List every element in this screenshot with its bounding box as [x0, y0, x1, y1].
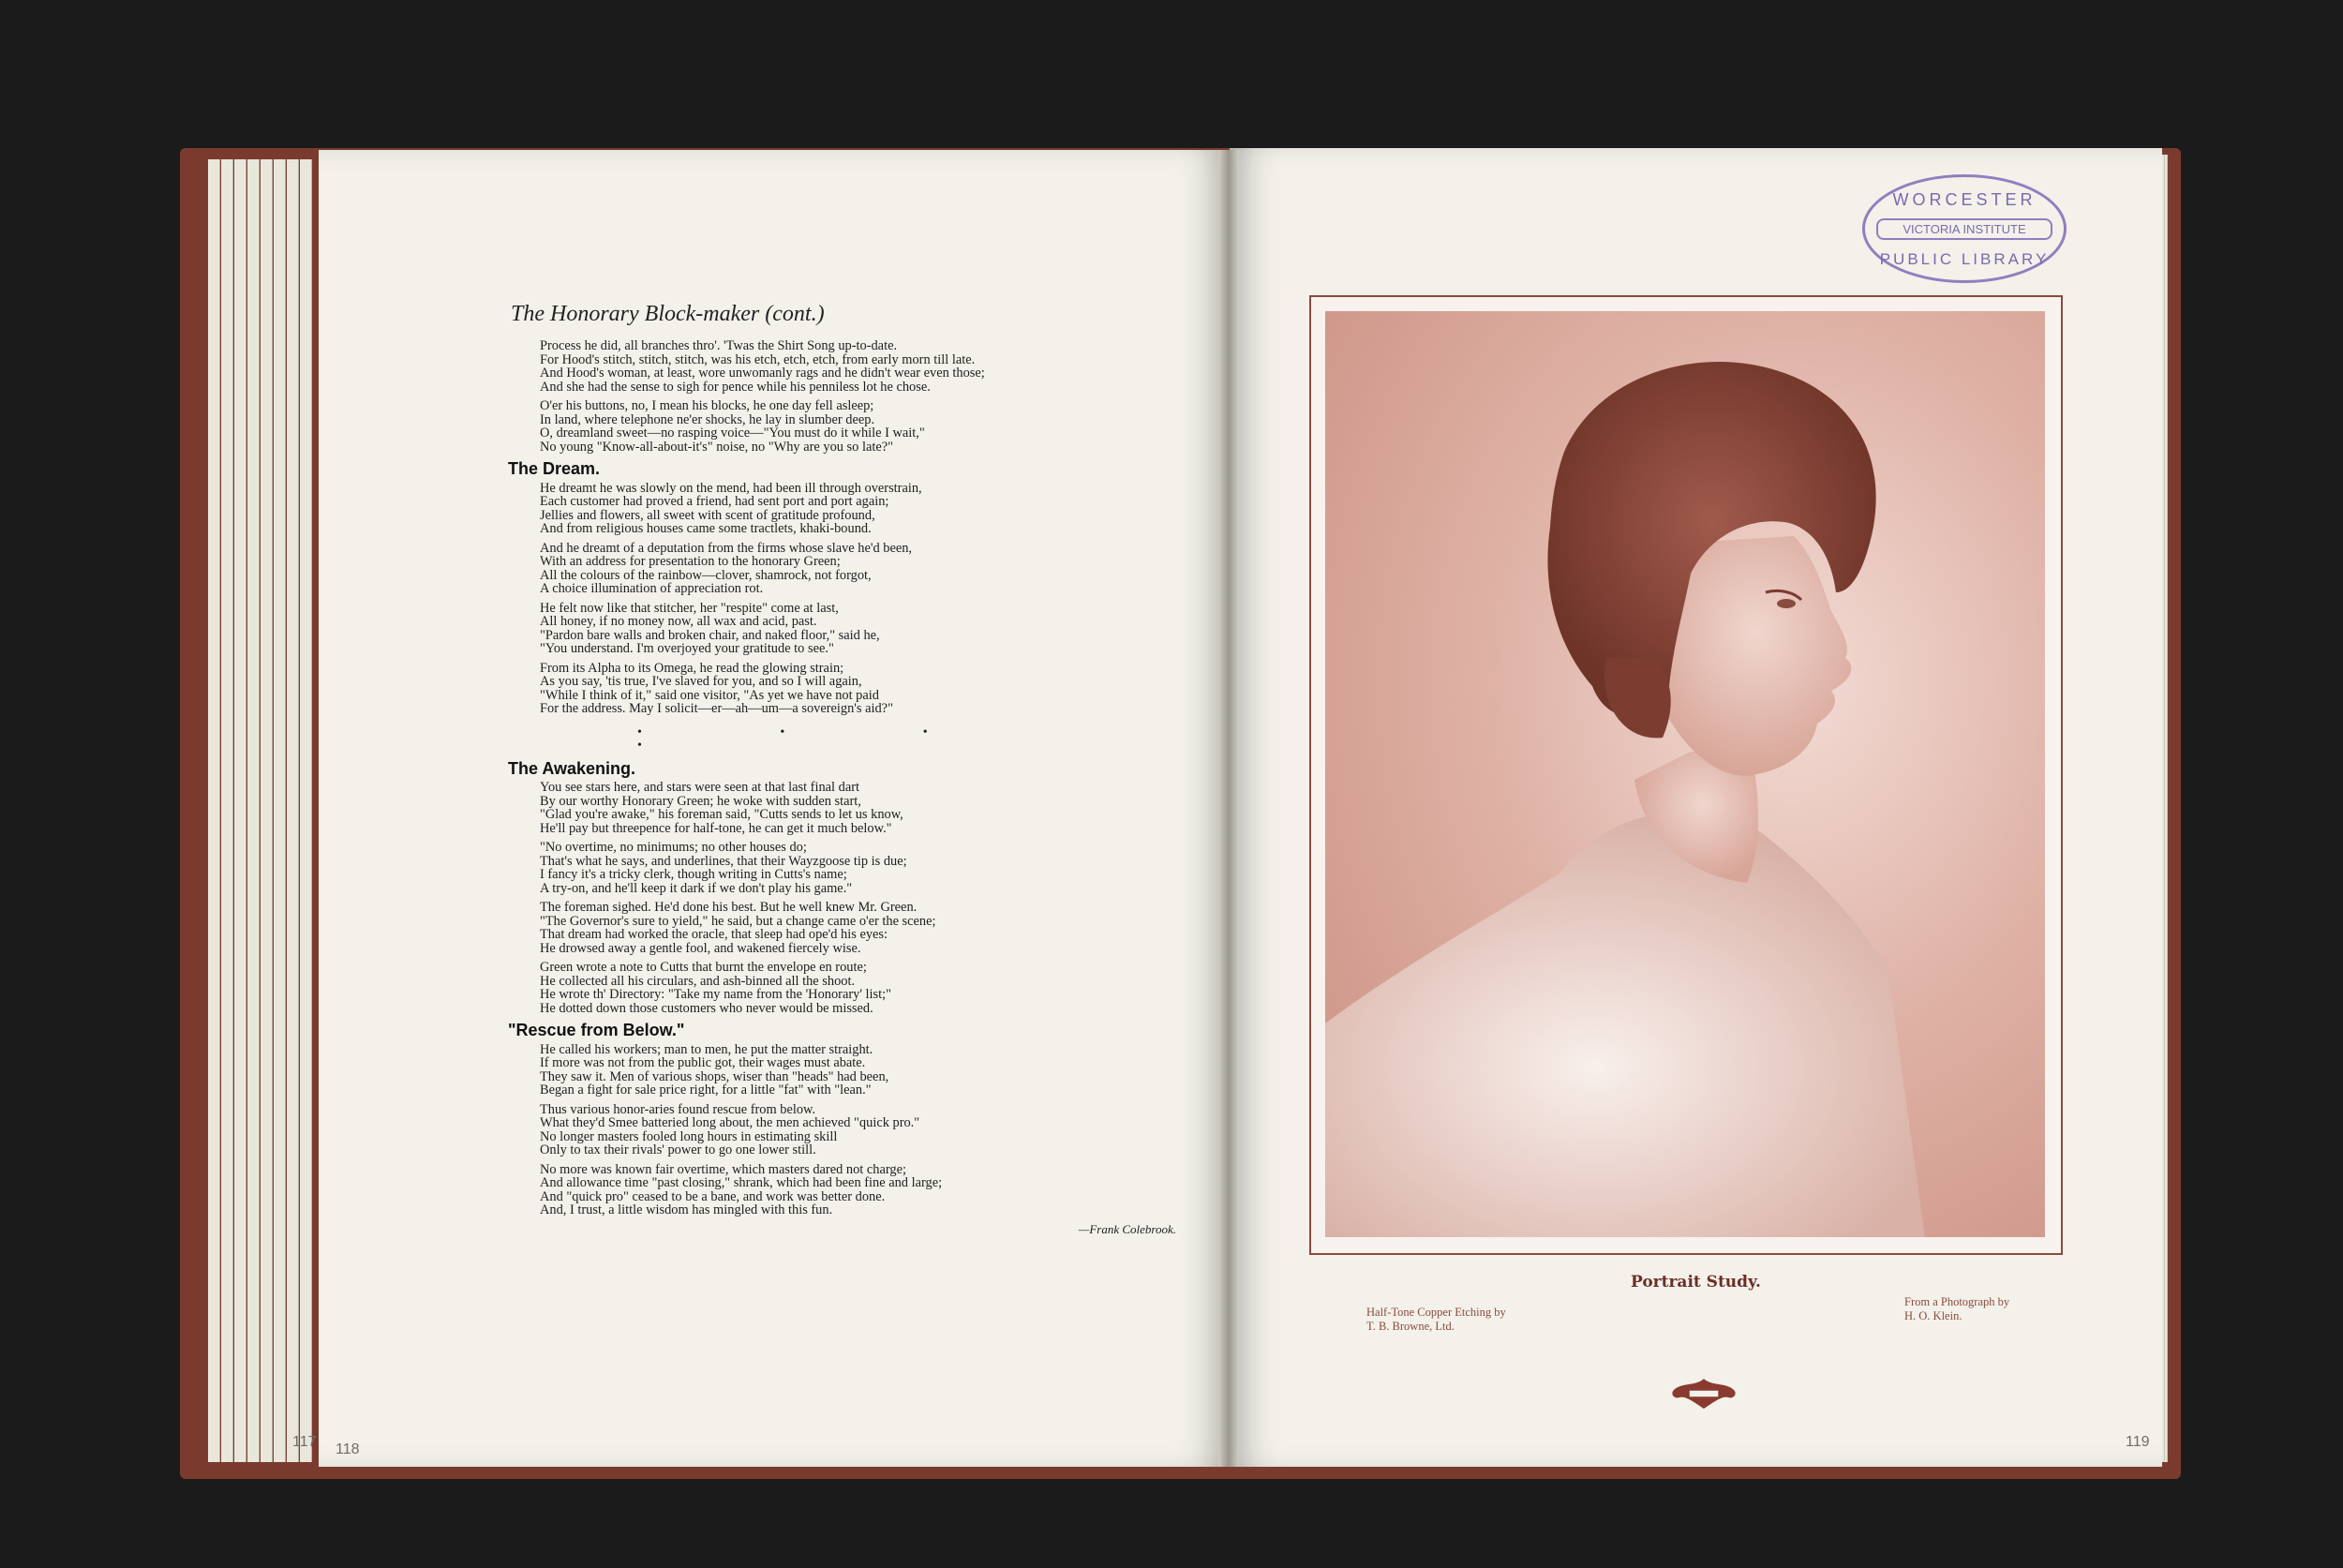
verse-line: And he dreamt of a deputation from the firms whose slave he'd been,	[540, 540, 913, 556]
verse-line: He dreamt he was slowly on the mend, had been ill through overstrain,	[540, 480, 922, 496]
verse-line: All honey, if no money now, all wax and acid, past.	[540, 614, 817, 629]
ornament-icon	[1668, 1375, 1739, 1412]
poem-text	[506, 338, 1176, 1236]
stanza	[540, 901, 1115, 955]
verse-line: What they'd Smee batteried long about, the men achieved "quick pro."	[540, 1115, 920, 1130]
verse-line: With an address for presentation to the honorary Green;	[540, 554, 841, 569]
stanza	[540, 1163, 1115, 1217]
verse-line: I fancy it's a tricky clerk, though writing in Cutts's name;	[540, 867, 847, 882]
verse-line: No more was known fair overtime, which masters dared not charge;	[540, 1161, 906, 1177]
etching-credit	[1366, 1306, 1506, 1334]
verse-line: "The Governor's sure to yield," he said, but a change came o'er the scene;	[540, 913, 936, 929]
page-stack-left	[247, 159, 260, 1462]
verse-line: They saw it. Men of various shops, wiser than "heads" had been,	[540, 1068, 889, 1084]
photograph-credit	[1904, 1295, 2009, 1323]
verse-line: Thus various honor-aries found rescue from below.	[540, 1101, 816, 1117]
verse-line: And she had the sense to sigh for pence while his penniless lot he chose.	[540, 379, 931, 395]
page-stack-left	[221, 159, 233, 1462]
stamp-middle-text: VICTORIA INSTITUTE	[1876, 218, 2052, 240]
verse-line: No longer masters fooled long hours in estimating skill	[540, 1128, 838, 1144]
stanza	[540, 482, 1115, 536]
page-stack-left	[300, 159, 312, 1462]
stanza	[540, 339, 1115, 394]
stamp-top-text: WORCESTER	[1892, 190, 2037, 209]
verse-line: And, I trust, a little wisdom has mingled with this fun.	[540, 1202, 833, 1217]
verse-line: By our worthy Honorary Green; he woke with sudden start,	[540, 793, 861, 809]
verse-line: Began a fight for sale price right, for a little "fat" with "lean."	[540, 1083, 872, 1098]
verse-line: Green wrote a note to Cutts that burnt the envelope en route;	[540, 960, 867, 975]
verse-line: If more was not from the public got, their wages must abate.	[540, 1055, 866, 1070]
verse-line: "Pardon bare walls and broken chair, and naked floor," said he,	[540, 627, 880, 643]
verse-line: Process he did, all branches thro'. 'Twas the Shirt Song up-to-date.	[540, 338, 898, 353]
verse-line: "While I think of it," said one visitor, "As yet we have not paid	[540, 687, 879, 703]
page-stack-left	[287, 159, 299, 1462]
verse-line: For Hood's stitch, stitch, stitch, was his etch, etch, etch, from early morn till late.	[540, 351, 976, 367]
verse-line: And "quick pro" ceased to be a bane, and work was better done.	[540, 1188, 886, 1204]
verse-line: You see stars here, and stars were seen at that last final dart	[540, 780, 860, 795]
credit-line: Half-Tone Copper Etching by	[1366, 1306, 1506, 1319]
credit-line: T. B. Browne, Ltd.	[1366, 1320, 1455, 1333]
verse-line: Only to tax their rivals' power to go one lower still.	[540, 1142, 816, 1157]
verse-line: He collected all his circulars, and ash-binned all the shoot.	[540, 973, 856, 989]
verse-line: In land, where telephone ne'er shocks, he lay in slumber deep.	[540, 411, 875, 427]
verse-line: And allowance time "past closing," shrank, which had been fine and large;	[540, 1175, 943, 1190]
verse-line: As you say, 'tis true, I've slaved for you, and so I will again,	[540, 674, 862, 689]
page-stack-left	[208, 159, 220, 1462]
verse-line: A try-on, and he'll keep it dark if we don't play his game."	[540, 880, 853, 896]
credit-line: H. O. Klein.	[1904, 1309, 1962, 1322]
stanza	[540, 602, 1115, 656]
stamp-bottom-text: PUBLIC LIBRARY	[1879, 250, 2050, 268]
photo-caption: Portrait Study.	[1631, 1273, 1761, 1292]
verse-line: He felt now like that stitcher, her "respite" come at last,	[540, 600, 839, 616]
page-number: 119	[2126, 1434, 2150, 1450]
portrait-photo	[1325, 311, 2045, 1237]
section-heading: The Awakening.	[508, 758, 636, 778]
verse-line: No young "Know-all-about-it's" noise, no "Why are you so late?"	[540, 439, 893, 455]
verse-line: "You understand. I'm overjoyed your gratitude to see."	[540, 641, 834, 656]
stanza	[540, 1043, 1115, 1098]
verse-line: He drowsed away a gentle fool, and wakened fiercely wise.	[540, 940, 861, 956]
running-head: The Honorary Block-maker (cont.)	[511, 302, 825, 326]
verse-line: For the address. May I solicit—er—ah—um—a sovereign's aid?"	[540, 701, 893, 716]
section-heading: The Dream.	[508, 459, 601, 478]
page-stack-left	[234, 159, 246, 1462]
verse-line: That's what he says, and underlines, that their Wayzgoose tip is due;	[540, 853, 907, 869]
verse-line: He called his workers; man to men, he put the matter straight.	[540, 1041, 873, 1057]
verse-line: Each customer had proved a friend, had sent port and port again;	[540, 494, 889, 509]
page-stack-left	[261, 159, 273, 1462]
stanza	[540, 542, 1115, 596]
stanza	[540, 841, 1115, 895]
stanza	[540, 662, 1115, 716]
library-stamp	[1862, 174, 2067, 283]
verse-line: From its Alpha to its Omega, he read the glowing strain;	[540, 660, 844, 676]
verse-line: That dream had worked the oracle, that sleep had ope'd his eyes:	[540, 927, 888, 942]
verse-line: A choice illumination of appreciation rot.	[540, 581, 764, 596]
verse-line: O, dreamland sweet—no rasping voice—"You must do it while I wait,"	[540, 426, 925, 441]
author-signature: —Frank Colebrook.	[1078, 1221, 1176, 1236]
verse-line: Jellies and flowers, all sweet with scent of gratitude profound,	[540, 507, 875, 523]
verse-line: "Glad you're awake," his foreman said, "Cutts sends to let us know,	[540, 807, 903, 822]
book-gutter	[1218, 150, 1239, 1467]
margin-number: 117	[292, 1434, 317, 1450]
stanza	[540, 961, 1115, 1015]
stanza	[540, 1103, 1115, 1157]
credit-line: From a Photograph by	[1904, 1295, 2010, 1308]
verse-line: And from religious houses came some tractlets, khaki-bound.	[540, 521, 872, 536]
stanza	[540, 399, 1115, 454]
portrait-illustration	[1325, 311, 2045, 1237]
verse-line: The foreman sighed. He'd done his best. But he well knew Mr. Green.	[540, 900, 918, 915]
section-heading: "Rescue from Below."	[508, 1021, 685, 1039]
section-divider: • • • •	[637, 724, 995, 753]
verse-line: And Hood's woman, at least, wore unwomanly rags and he didn't wear even those;	[540, 366, 985, 381]
stanza	[540, 781, 1115, 835]
verse-line: "No overtime, no minimums; no other houses do;	[540, 840, 807, 855]
verse-line: He'll pay but threepence for half-tone, he can get it much below."	[540, 820, 892, 836]
page-stack-left	[274, 159, 286, 1462]
verse-line: He dotted down those customers who never would be missed.	[540, 1000, 873, 1016]
margin-number: 118	[336, 1441, 360, 1457]
verse-line: O'er his buttons, no, I mean his blocks, he one day fell asleep;	[540, 398, 874, 413]
verse-line: He wrote th' Directory: "Take my name from the 'Honorary' list;"	[540, 987, 891, 1002]
verse-line: All the colours of the rainbow—clover, shamrock, not forgot,	[540, 567, 872, 583]
